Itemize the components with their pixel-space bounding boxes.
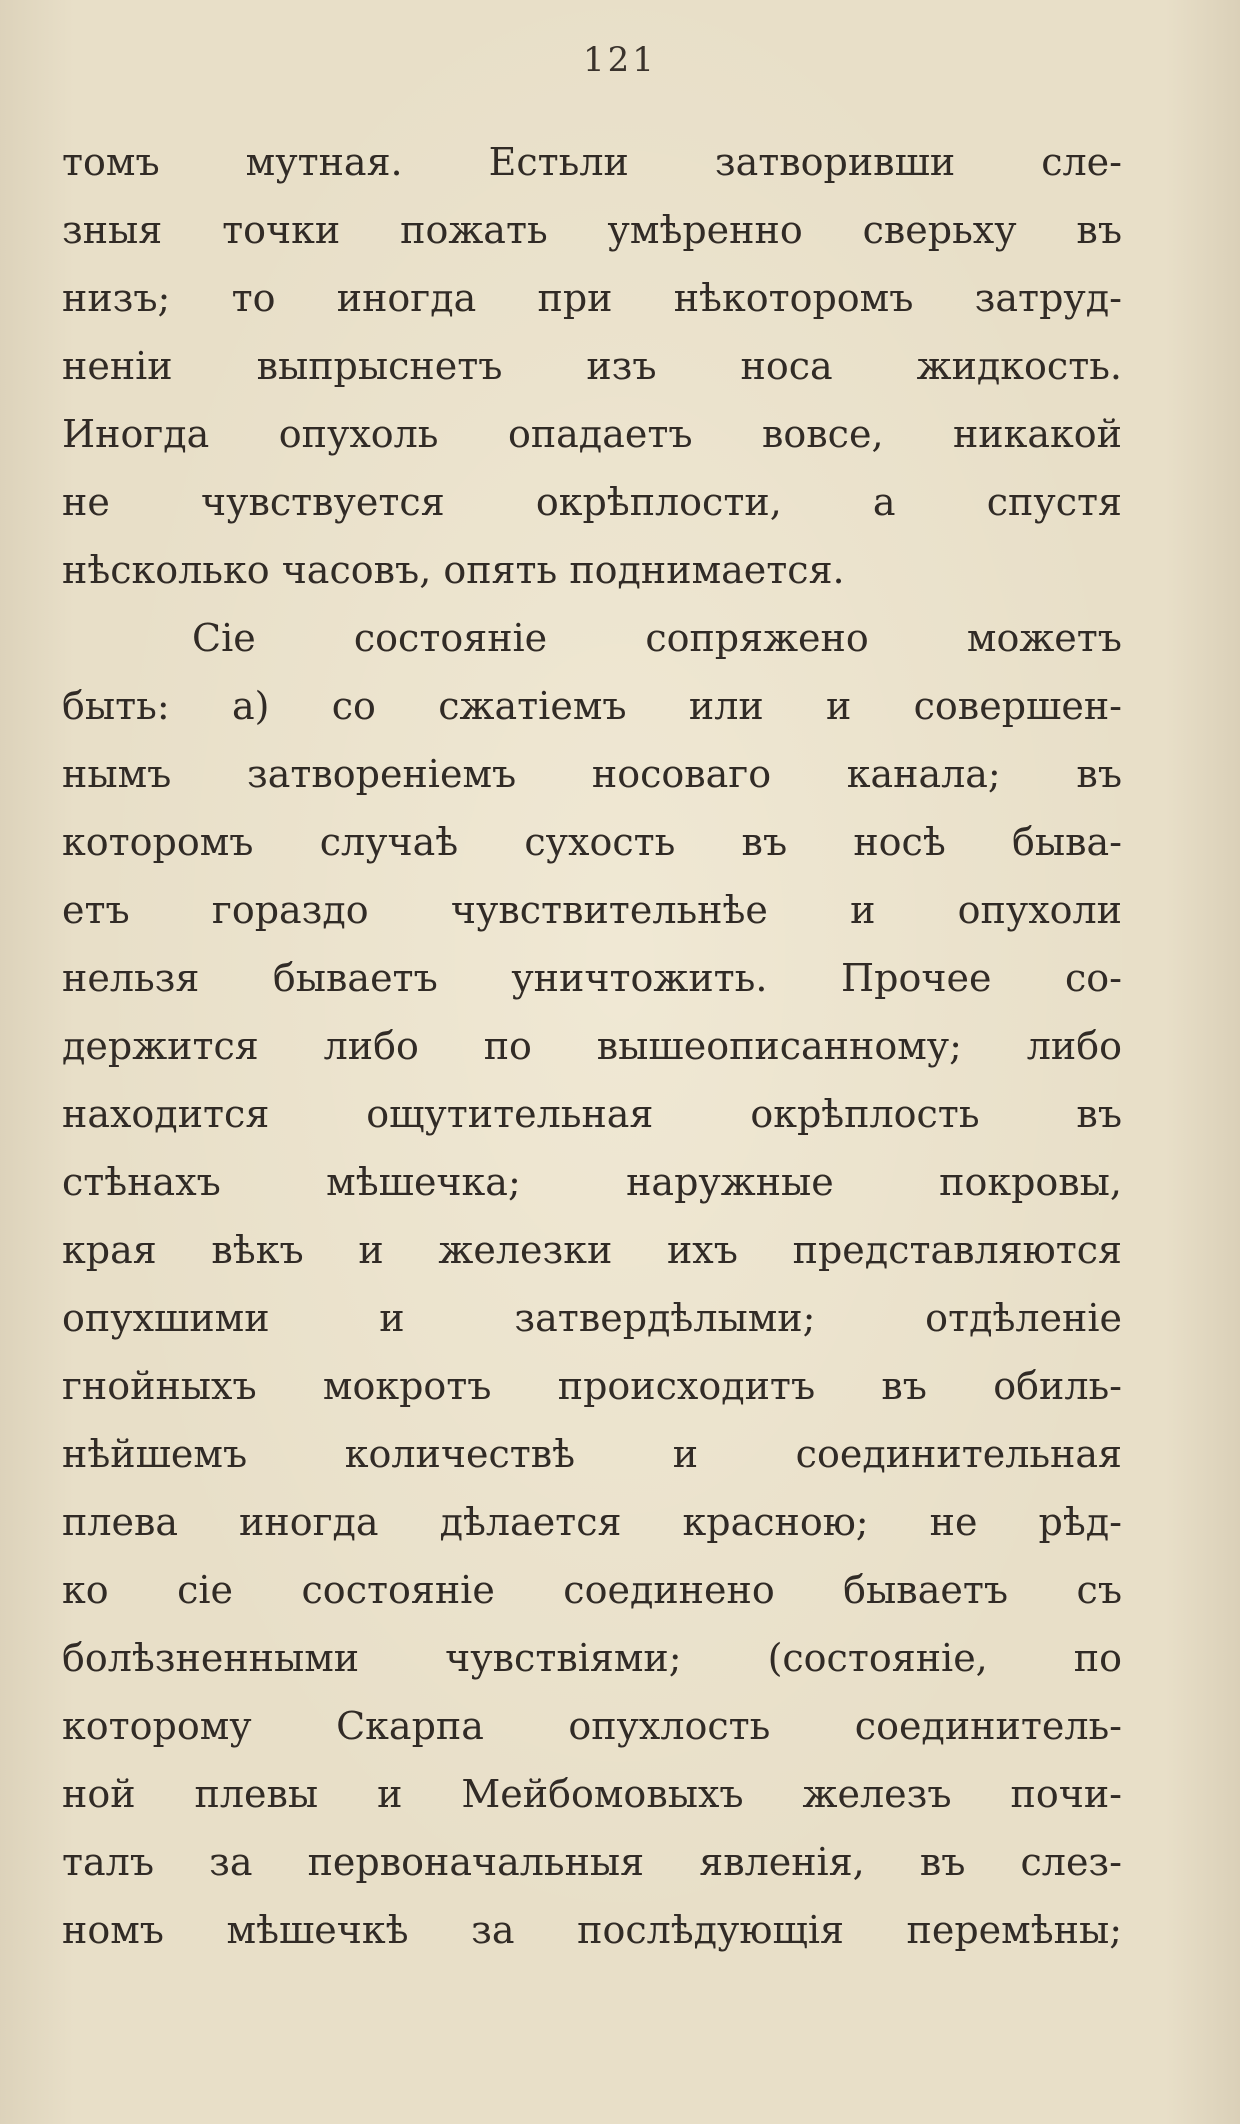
text-line: болѣзненными чувствіями; (состояніе, по: [62, 1636, 1122, 1680]
text-line: Иногда опухоль опадаетъ вовсе, никакой: [62, 412, 1122, 456]
text-line: неніи выпрыснетъ изъ носа жидкость.: [62, 344, 1122, 388]
paragraph-first-line: Сіе состояніе сопряжено можетъ: [192, 616, 1122, 660]
text-line: низъ; то иногда при нѣкоторомъ затруд-: [62, 276, 1122, 320]
text-line: края вѣкъ и железки ихъ представляются: [62, 1228, 1122, 1272]
text-line: номъ мѣшечкѣ за послѣдующія перемѣны;: [62, 1908, 1122, 1952]
text-line: быть: а) со сжатіемъ или и совершен-: [62, 684, 1122, 728]
text-line: зныя точки пожать умѣренно сверьху въ: [62, 208, 1122, 252]
text-line: держится либо по вышеописанному; либо: [62, 1024, 1122, 1068]
text-line: етъ гораздо чувствительнѣе и опухоли: [62, 888, 1122, 932]
text-line: которомъ случаѣ сухость въ носѣ быва-: [62, 820, 1122, 864]
text-line: гнойныхъ мокротъ происходитъ въ обиль-: [62, 1364, 1122, 1408]
page-number: 121: [583, 40, 657, 80]
text-line: нѣсколько часовъ, опять поднимается.: [62, 548, 845, 592]
text-line: стѣнахъ мѣшечка; наружные покровы,: [62, 1160, 1122, 1204]
text-line: ко сіе состояніе соединено бываетъ съ: [62, 1568, 1122, 1612]
text-line: ной плевы и Мейбомовыхъ железъ почи-: [62, 1772, 1122, 1816]
text-line: которому Скарпа опухлость соединитель-: [62, 1704, 1122, 1748]
text-line: находится ощутительная окрѣплость въ: [62, 1092, 1122, 1136]
text-line: томъ мутная. Естьли затворивши сле-: [62, 140, 1122, 184]
text-line: нѣйшемъ количествѣ и соединительная: [62, 1432, 1122, 1476]
body-text: [62, 128, 1122, 1964]
text-line: не чувствуется окрѣплости, а спустя: [62, 480, 1122, 524]
text-line: нымъ затвореніемъ носоваго канала; въ: [62, 752, 1122, 796]
text-line: нельзя бываетъ уничтожить. Прочее со-: [62, 956, 1122, 1000]
text-line: талъ за первоначальныя явленія, въ слез-: [62, 1840, 1122, 1884]
text-line: плева иногда дѣлается красною; не рѣд-: [62, 1500, 1122, 1544]
text-line: опухшими и затвердѣлыми; отдѣленіе: [62, 1296, 1122, 1340]
